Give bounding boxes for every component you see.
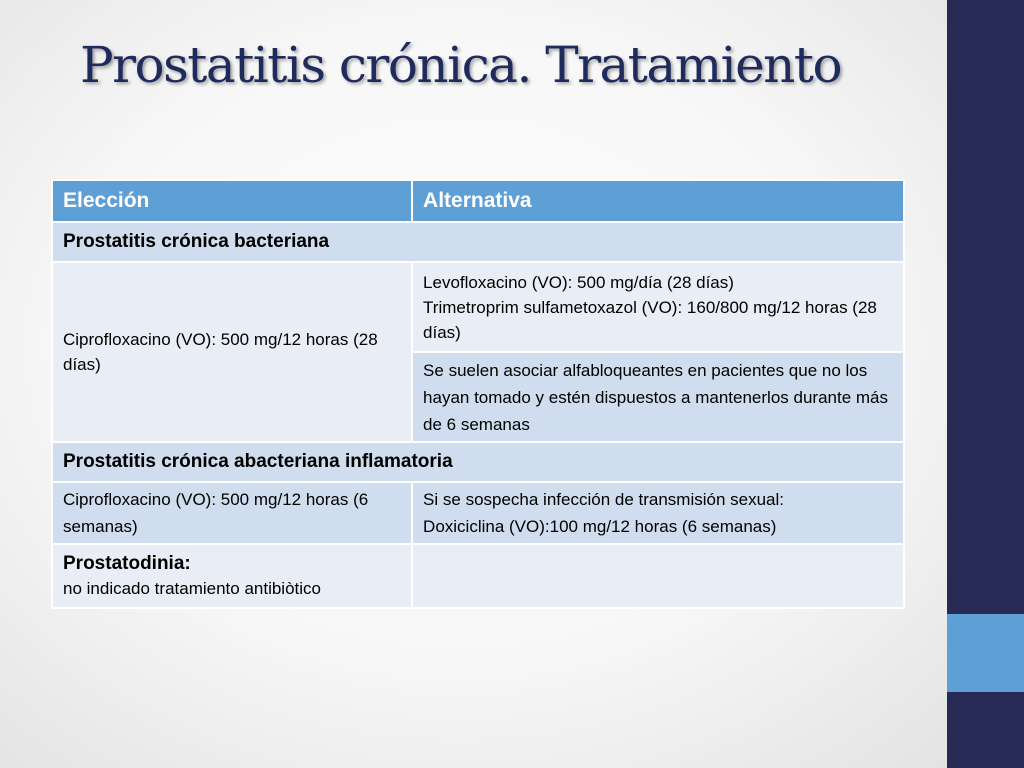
alternative-levofloxacino: Levofloxacino (VO): 500 mg/día (28 días) — [423, 272, 734, 292]
alternative-abacteriana — [412, 482, 904, 544]
table-header-row — [52, 180, 904, 222]
alternative-trimetroprim: Trimetroprim sulfametoxazol (VO): 160/800 mg/12 horas (28 días) — [423, 297, 877, 342]
section-title-prostatodinia: Prostatodinia: — [63, 553, 191, 574]
section-row-abacteriana — [52, 442, 904, 482]
header-eleccion: Elección — [52, 180, 412, 222]
alternative-doxiciclina: Doxiciclina (VO):100 mg/12 horas (6 semanas) — [423, 517, 777, 536]
table-row — [52, 544, 904, 608]
alternative-alfabloqueantes: Se suelen asociar alfabloqueantes en pacientes que no los hayan tomado y estén dispuestos a mantenerlos durante más de 6 semanas — [412, 352, 904, 442]
section-title-bacteriana: Prostatitis crónica bacteriana — [52, 222, 904, 262]
alternative-bacteriana-antibiotics — [412, 262, 904, 352]
header-alternativa: Alternativa — [412, 180, 904, 222]
section-title-abacteriana: Prostatitis crónica abacteriana inflamatoria — [52, 442, 904, 482]
choice-abacteriana: Ciprofloxacino (VO): 500 mg/12 horas (6 semanas) — [52, 482, 412, 544]
treatment-table — [51, 179, 905, 609]
table-row — [52, 262, 904, 352]
prostatodinia-alternative — [412, 544, 904, 608]
choice-bacteriana: Ciprofloxacino (VO): 500 mg/12 horas (28 días) — [52, 262, 412, 442]
slide-title: Prostatitis crónica. Tratamiento — [80, 36, 842, 94]
prostatodinia-cell — [52, 544, 412, 608]
alternative-ets-condition: Si se sospecha infección de transmisión sexual: — [423, 490, 785, 509]
side-accent-decoration — [947, 614, 1024, 692]
section-row-bacteriana — [52, 222, 904, 262]
table-row — [52, 482, 904, 544]
prostatodinia-note: no indicado tratamiento antibiòtico — [63, 579, 321, 598]
